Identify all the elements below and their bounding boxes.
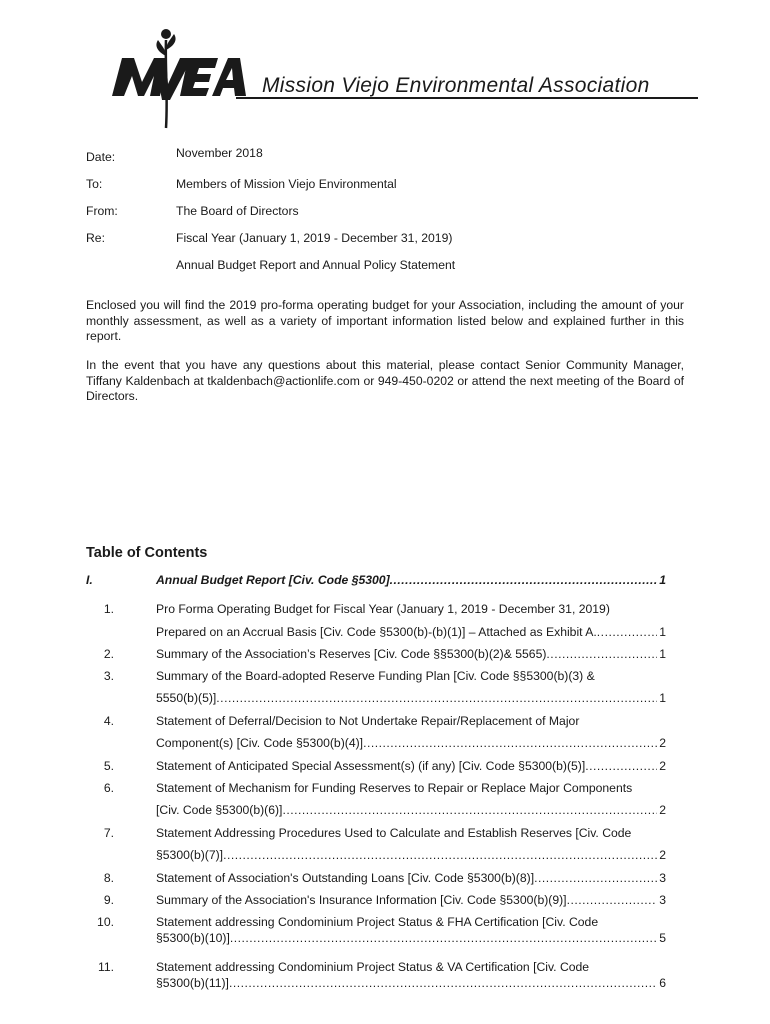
- toc-item-text: Component(s) [Civ. Code §5300(b)(4)]: [156, 736, 364, 750]
- toc-item-line: [156, 960, 666, 976]
- toc-item-page: 3: [659, 871, 666, 885]
- toc-item-text: Statement of Anticipated Special Assessment(s) (if any) [Civ. Code §5300(b)(5)]: [156, 759, 586, 773]
- toc-section-page: 1: [659, 573, 666, 587]
- toc-section-number: I.: [86, 573, 93, 587]
- memo-block: [86, 146, 686, 281]
- re-value: Fiscal Year (January 1, 2019 - December 31, 2019): [176, 231, 453, 245]
- toc-item-line: [156, 625, 666, 641]
- toc-item-number: 11.: [97, 960, 114, 974]
- toc-item-line: [156, 826, 666, 842]
- toc-item-line: [156, 781, 666, 797]
- toc-item-page: 2: [659, 736, 666, 750]
- toc-item-line: [156, 976, 666, 992]
- intro-paragraph: Enclosed you will find the 2019 pro-forma operating budget for your Association, including the amount of your monthly assessment, as well as a variety of important information listed below and explained further in this report.: [86, 298, 684, 343]
- toc-item-number: 3.: [103, 669, 114, 683]
- toc-item-number: 1.: [103, 602, 114, 616]
- toc-item-line: [156, 931, 666, 947]
- re-value-2: Annual Budget Report and Annual Policy Statement: [176, 258, 456, 272]
- toc-item-text: Summary of the Board-adopted Reserve Funding Plan [Civ. Code §§5300(b)(3) &: [156, 669, 595, 683]
- toc-leader: [282, 803, 657, 819]
- toc-item-text: Pro Forma Operating Budget for Fiscal Year (January 1, 2019 - December 31, 2019): [156, 602, 610, 616]
- toc-item-page: 1: [659, 647, 666, 661]
- toc-title: Table of Contents: [86, 545, 208, 561]
- toc-section-1: [86, 573, 666, 591]
- toc-item-number: 2.: [103, 647, 114, 661]
- toc-item-page: 1: [659, 625, 666, 639]
- toc-item-line: [156, 602, 666, 618]
- toc-item-text: Summary of the Association's Insurance Information [Civ. Code §5300(b)(9)]: [156, 893, 567, 907]
- to-value: Members of Mission Viejo Environmental: [176, 177, 397, 191]
- from-label: From:: [86, 204, 118, 218]
- toc-section-text: Annual Budget Report [Civ. Code §5300]: [156, 573, 390, 587]
- toc-leader: [216, 691, 657, 707]
- org-name: Mission Viejo Environmental Association: [262, 74, 650, 97]
- toc-item-line: [156, 669, 666, 685]
- toc-item-text: §5300(b)(11)]: [156, 976, 229, 990]
- toc-leader: [363, 736, 657, 752]
- toc-item-line: [156, 893, 666, 909]
- toc-item-line: [156, 871, 666, 887]
- toc-item-text: Statement Addressing Procedures Used to Calculate and Establish Reserves [Civ. Code: [156, 826, 632, 840]
- toc-item-number: 10.: [97, 915, 114, 929]
- toc-item-line: [156, 736, 666, 752]
- toc-item-text: Statement of Deferral/Decision to Not Undertake Repair/Replacement of Major: [156, 714, 580, 728]
- toc-item-text: §5300(b)(7)]: [156, 848, 224, 862]
- toc-item-number: 8.: [103, 871, 114, 885]
- toc-item-number: 4.: [103, 714, 114, 728]
- toc-item-line: [156, 803, 666, 819]
- date-label: Date:: [86, 150, 116, 164]
- toc-item-number: 9.: [103, 893, 114, 907]
- memo-date-row: [86, 146, 686, 173]
- toc-item-text: [Civ. Code §5300(b)(6)]: [156, 803, 283, 817]
- toc-item-text: Prepared on an Accrual Basis [Civ. Code §5300(b)-(b)(1)] – Attached as Exhibit A.: [156, 625, 597, 639]
- toc-leader: [230, 931, 657, 947]
- toc-item-line: [156, 915, 666, 931]
- toc-item-text: Statement addressing Condominium Project Status & VA Certification [Civ. Code: [156, 960, 590, 974]
- toc-leader: [597, 625, 657, 641]
- toc-item-page: 6: [659, 976, 666, 990]
- toc-leader: [229, 976, 657, 992]
- toc-item-line: [156, 647, 666, 663]
- mvea-logo: [108, 26, 258, 130]
- memo-from-row: [86, 200, 686, 227]
- memo-re-row: [86, 227, 686, 254]
- toc-item-text: Statement of Association's Outstanding Loans [Civ. Code §5300(b)(8)]: [156, 871, 535, 885]
- toc-item-line: [156, 714, 666, 730]
- toc-item-text: §5300(b)(10)]: [156, 931, 230, 945]
- toc-item-line: [156, 759, 666, 775]
- toc-item-number: 6.: [103, 781, 114, 795]
- toc-item-text: Summary of the Association’s Reserves [Civ. Code §§5300(b)(2)& 5565): [156, 647, 547, 661]
- toc-leader: [534, 871, 657, 887]
- date-value: November 2018: [176, 146, 263, 160]
- toc-item-number: 7.: [103, 826, 114, 840]
- toc-item-page: 3: [659, 893, 666, 907]
- re-label: Re:: [86, 231, 105, 245]
- memo-to-row: [86, 173, 686, 200]
- toc-item-line: [156, 848, 666, 864]
- toc-item-text: Statement addressing Condominium Project Status & FHA Certification [Civ. Code: [156, 915, 599, 929]
- memo-re-row-2: [86, 254, 686, 281]
- toc-item-page: 1: [659, 691, 666, 705]
- toc-item-number: 5.: [103, 759, 114, 773]
- toc-item-text: 5550(b)(5)]: [156, 691, 217, 705]
- toc-item-line: [156, 691, 666, 707]
- to-label: To:: [86, 177, 103, 191]
- toc-leader: [546, 647, 657, 663]
- from-value: The Board of Directors: [176, 204, 299, 218]
- toc-item-text: Statement of Mechanism for Funding Reserves to Repair or Replace Major Components: [156, 781, 633, 795]
- toc-leader: [585, 759, 657, 775]
- contact-paragraph: In the event that you have any questions about this material, please contact Senior Community Manager, Tiffany Kaldenbach at tkaldenbach@actionlife.com or 949-450-0202 or attend the next meeting of the Board of Directors.: [86, 358, 684, 403]
- toc-item-page: 2: [659, 759, 666, 773]
- toc-item-page: 2: [659, 803, 666, 817]
- toc-leader: [567, 893, 658, 909]
- toc-leader: [223, 848, 657, 864]
- toc-item-page: 5: [659, 931, 666, 945]
- toc-leader: [390, 573, 658, 587]
- toc-item-page: 2: [659, 848, 666, 862]
